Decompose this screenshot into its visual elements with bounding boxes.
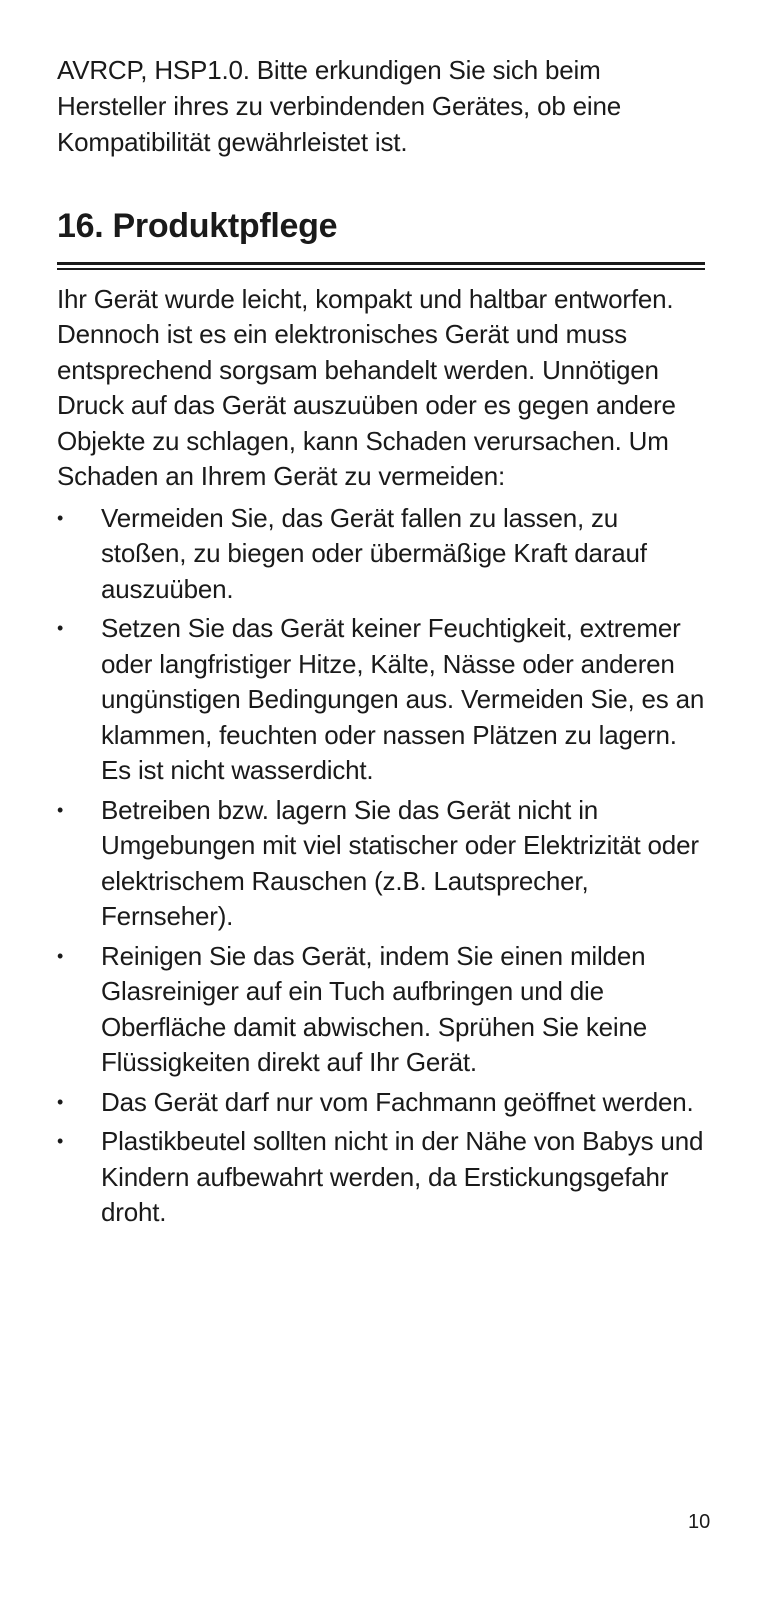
list-item-text: Das Gerät darf nur vom Fachmann geöffnet werden. — [101, 1086, 694, 1117]
list-item — [57, 939, 707, 1081]
list-item-text: Plastikbeutel sollten nicht in der Nähe von Babys und Kindern aufbewahrt werden, da Erstickungsgefahr droht. — [101, 1126, 704, 1227]
bullet-icon: • — [57, 1131, 64, 1151]
bullet-icon: • — [57, 618, 64, 638]
section-heading: 16. Produktpflege — [57, 207, 338, 245]
section-paragraph: Ihr Gerät wurde leicht, kompakt und haltbar entworfen. Dennoch ist es ein elektronisches Gerät und muss entsprechend sorgsam behandelt werden. Unnötigen Druck auf das Gerät auszuüben oder es gegen andere Objekte zu schlagen, kann Schaden verursachen. Um Schaden an Ihrem Gerät zu vermeiden: — [57, 283, 676, 491]
heading-rule-thin — [57, 268, 705, 270]
list-item — [57, 501, 707, 608]
list-item — [57, 793, 707, 935]
list-item-text: Vermeiden Sie, das Gerät fallen zu lassen, zu stoßen, zu biegen oder übermäßige Kraft darauf auszuüben. — [101, 502, 647, 604]
bullet-icon: • — [57, 945, 64, 966]
list-item — [57, 611, 707, 789]
care-instructions-list — [57, 501, 707, 1231]
document-page — [57, 52, 707, 1235]
list-item-text: Setzen Sie das Gerät keiner Feuchtigkeit, extremer oder langfristiger Hitze, Kälte, Nässe oder anderen ungünstigen Bedingungen aus. Vermeiden Sie, es an klammen, feuchten oder nassen Plätzen zu lagern. Es ist nicht wasserdicht. — [101, 613, 705, 785]
list-item — [57, 1124, 707, 1231]
bullet-icon: • — [57, 507, 64, 528]
list-item-text: Betreiben bzw. lagern Sie das Gerät nicht in Umgebungen mit viel statischer oder Elektrizität oder elektrischem Rauschen (z.B. Lautsprecher, Fernseher). — [101, 794, 699, 931]
bullet-icon: • — [57, 1091, 64, 1112]
heading-rule-thick — [57, 262, 705, 265]
list-item-text: Reinigen Sie das Gerät, indem Sie einen milden Glasreiniger auf ein Tuch aufbringen und die Oberfläche damit abwischen. Sprühen Sie keine Flüssigkeiten direkt auf Ihr Gerät. — [101, 940, 647, 1077]
list-item — [57, 1085, 707, 1121]
intro-paragraph: AVRCP, HSP1.0. Bitte erkundigen Sie sich beim Hersteller ihres zu verbindenden Gerätes, ob eine Kompatibilität gewährleistet ist. — [57, 55, 621, 157]
page-number: 10 — [688, 1511, 711, 1533]
bullet-icon: • — [57, 799, 64, 820]
